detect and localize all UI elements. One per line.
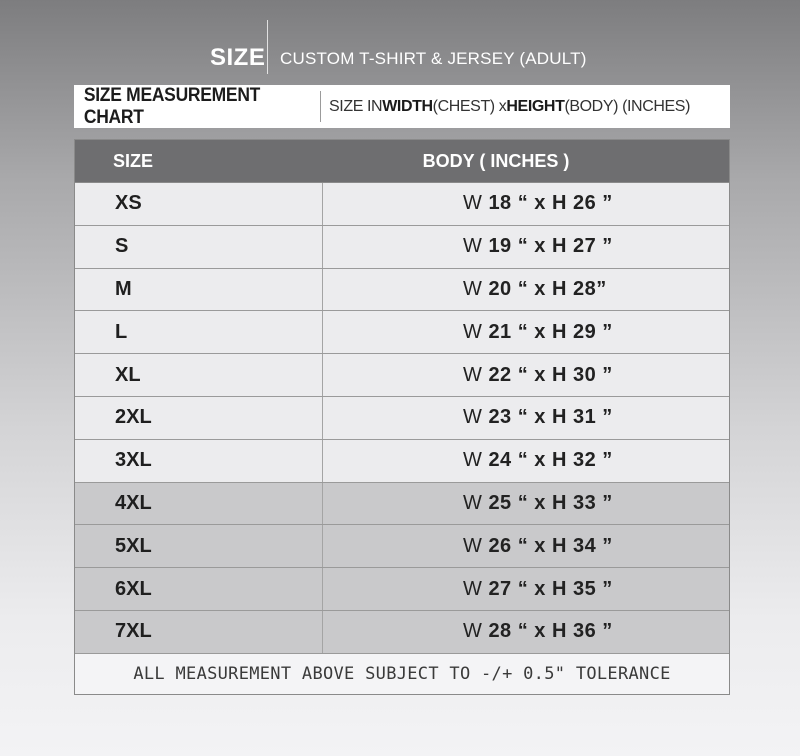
title-subtitle: CUSTOM T-SHIRT & JERSEY (ADULT)	[280, 49, 587, 68]
size-cell: XS	[75, 183, 323, 225]
desc-suffix: (BODY) (INCHES)	[564, 97, 690, 115]
table-row	[75, 525, 729, 568]
size-cell: L	[75, 311, 323, 353]
size-table	[74, 139, 730, 695]
size-cell: 2XL	[75, 397, 323, 439]
separator: “ x H	[511, 235, 573, 258]
width-value: 18	[488, 192, 512, 215]
height-value: 28	[572, 277, 597, 300]
size-cell: M	[75, 269, 323, 311]
closing-quote: ”	[596, 406, 613, 429]
height-value: 30	[572, 363, 597, 386]
separator: “ x H	[511, 620, 573, 643]
separator: “ x H	[511, 277, 573, 300]
width-value: 24	[488, 449, 512, 472]
measurement-cell	[323, 406, 729, 429]
size-cell: XL	[75, 354, 323, 396]
size-cell: 4XL	[75, 483, 323, 525]
closing-quote: ”	[596, 320, 613, 343]
closing-quote: ”	[596, 277, 607, 300]
table-row	[75, 440, 729, 483]
table-row	[75, 397, 729, 440]
table-row	[75, 568, 729, 611]
w-prefix: W	[463, 363, 489, 386]
desc-width: WIDTH	[382, 97, 433, 115]
w-prefix: W	[463, 491, 489, 514]
title-main: SIZE	[210, 44, 266, 71]
measurement-cell	[323, 235, 729, 258]
width-value: 28	[488, 620, 512, 643]
size-cell: 7XL	[75, 611, 323, 653]
measurement-cell	[323, 449, 729, 472]
separator: “ x H	[511, 491, 573, 514]
table-row	[75, 483, 729, 526]
closing-quote: ”	[596, 363, 613, 386]
width-value: 23	[488, 406, 512, 429]
measurement-cell	[323, 321, 729, 344]
measurement-cell	[323, 364, 729, 387]
height-value: 27	[572, 235, 597, 258]
width-value: 27	[488, 577, 512, 600]
chart-description	[321, 85, 730, 128]
width-value: 21	[488, 320, 512, 343]
title-divider	[267, 20, 268, 74]
table-row	[75, 183, 729, 226]
width-value: 26	[488, 534, 512, 557]
separator: “ x H	[511, 192, 573, 215]
table-row	[75, 354, 729, 397]
measurement-cell	[323, 492, 729, 515]
measurement-cell	[323, 578, 729, 601]
height-value: 26	[572, 192, 597, 215]
w-prefix: W	[463, 235, 489, 258]
size-cell: 6XL	[75, 568, 323, 610]
separator: “ x H	[511, 577, 573, 600]
table-row	[75, 311, 729, 354]
width-value: 20	[488, 277, 512, 300]
closing-quote: ”	[596, 491, 613, 514]
w-prefix: W	[463, 277, 489, 300]
height-value: 34	[572, 534, 597, 557]
closing-quote: ”	[596, 620, 613, 643]
measurement-cell	[323, 278, 729, 301]
height-value: 36	[572, 620, 597, 643]
closing-quote: ”	[596, 449, 613, 472]
closing-quote: ”	[596, 577, 613, 600]
height-value: 35	[572, 577, 597, 600]
desc-chest: (CHEST) x	[432, 97, 507, 115]
height-value: 31	[572, 406, 597, 429]
col-size-header: SIZE	[113, 150, 154, 171]
chart-header	[74, 85, 730, 128]
closing-quote: ”	[596, 534, 613, 557]
table-row	[75, 226, 729, 269]
size-cell: S	[75, 226, 323, 268]
w-prefix: W	[463, 320, 489, 343]
title-bar	[0, 18, 800, 71]
desc-prefix: SIZE IN	[329, 97, 383, 115]
w-prefix: W	[463, 620, 489, 643]
separator: “ x H	[511, 449, 573, 472]
width-value: 25	[488, 491, 512, 514]
tolerance-note: ALL MEASUREMENT ABOVE SUBJECT TO -/+ 0.5" TOLERANCE	[75, 654, 729, 694]
desc-height: HEIGHT	[506, 97, 565, 115]
table-row	[75, 269, 729, 312]
height-value: 33	[572, 491, 597, 514]
height-value: 32	[572, 449, 597, 472]
table-row	[75, 611, 729, 654]
width-value: 22	[488, 363, 512, 386]
closing-quote: ”	[596, 192, 613, 215]
table-header	[75, 140, 729, 183]
separator: “ x H	[511, 363, 573, 386]
chart-label: SIZE MEASUREMENT CHART	[83, 84, 261, 128]
size-cell: 3XL	[75, 440, 323, 482]
separator: “ x H	[511, 534, 573, 557]
w-prefix: W	[463, 449, 489, 472]
w-prefix: W	[463, 534, 489, 557]
size-cell: 5XL	[75, 525, 323, 567]
width-value: 19	[488, 235, 512, 258]
w-prefix: W	[463, 192, 489, 215]
table-body	[75, 183, 729, 654]
measurement-cell	[323, 620, 729, 643]
measurement-cell	[323, 535, 729, 558]
height-value: 29	[572, 320, 597, 343]
separator: “ x H	[511, 320, 573, 343]
col-body-header: BODY ( INCHES )	[422, 150, 570, 171]
closing-quote: ”	[596, 235, 613, 258]
w-prefix: W	[463, 577, 489, 600]
measurement-cell	[323, 192, 729, 215]
w-prefix: W	[463, 406, 489, 429]
separator: “ x H	[511, 406, 573, 429]
